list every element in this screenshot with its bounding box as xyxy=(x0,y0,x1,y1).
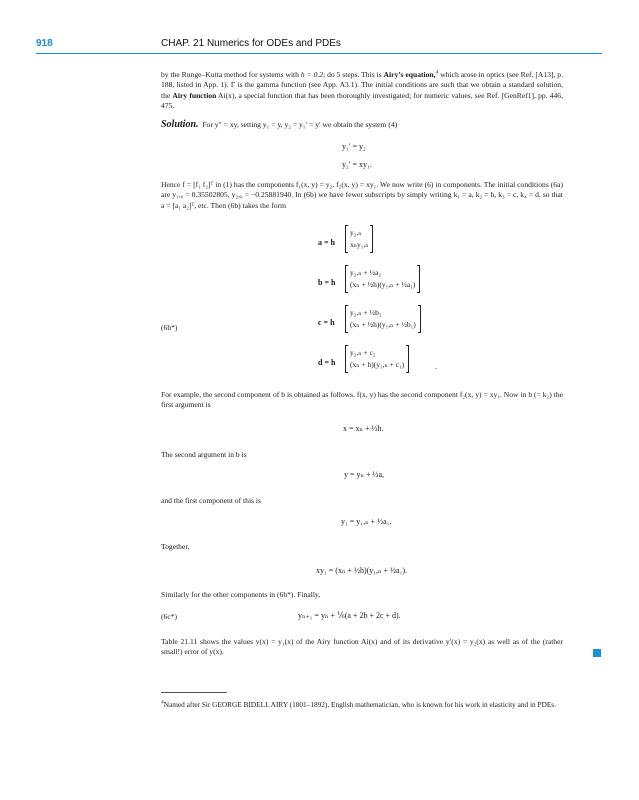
eq-label-6c: (6c*) xyxy=(161,612,178,621)
first-component-paragraph: and the first component of this is xyxy=(161,496,261,505)
system-eq-1: y₁′ = y₂ xyxy=(342,142,366,151)
vector-b-label: b = h xyxy=(318,278,336,287)
eq-x: x = xₙ + ½h. xyxy=(343,424,384,433)
vector-c: y₂,ₙ + ½b₂ (xₙ + ½h)(y₁,ₙ + ½b₁) xyxy=(345,306,421,332)
page-number: 918 xyxy=(36,38,53,49)
page-header xyxy=(36,38,602,52)
solution-line: Solution. For y″ = xy, setting y₁ = y, y₂ = y₁′ = y′ we obtain the system (4) xyxy=(161,119,398,130)
second-arg-paragraph: The second argument in b is xyxy=(161,450,247,459)
vector-a: y₂,ₙ xₙy₁,ₙ xyxy=(345,226,373,252)
footnote-mark: 4 xyxy=(161,699,164,706)
vector-d-label: d = h xyxy=(318,358,336,367)
eq-y: y = yₙ + ½a, xyxy=(344,470,385,479)
intro-paragraph: by the Runge–Kutta method for systems with h = 0.2; do 5 steps. This is Airy’s equation,$^4$ which arose in optics (see Ref. [A13], p. 188, listed in App. 1). Γ is the gamma function (see App. A3.1). The initial conditions are such that we obtain a standard solution, the Airy function Ai(x), a special function that has been thoroughly investigated; for numeric values, see Ref. [GenRef1], pp. 446, 475. xyxy=(161,69,563,110)
vector-d: y₂,ₙ + c₂ (xₙ + h)(y₁,ₙ + c₁) xyxy=(345,346,409,372)
end-of-proof-mark xyxy=(593,649,601,657)
together-paragraph: Together, xyxy=(161,542,190,551)
example-paragraph: For example, the second component of b is obtained as follows. f(x, y) has the second component f₂(x, y) = xy₁. Now in b (= k₂) the first argument is xyxy=(161,390,563,410)
similarly-paragraph: Similarly for the other components in (6b*). Finally, xyxy=(161,590,321,599)
chapter-title: CHAP. 21 Numerics for ODEs and PDEs xyxy=(161,38,341,49)
system-eq-2: y₂′ = xy₁. xyxy=(342,160,372,169)
eq-label-6b: (6b*) xyxy=(161,323,178,332)
eq-6c: yₙ₊₁ = yₙ + ⅙(a + 2b + 2c + d). xyxy=(298,611,401,620)
header-rule xyxy=(36,53,602,54)
eq-y1: y₁ = y₁,ₙ + ½a₁. xyxy=(341,517,392,526)
vector-d-period: . xyxy=(435,362,437,371)
vector-b: y₂,ₙ + ½a₂ (xₙ + ½h)(y₁,ₙ + ½a₁) xyxy=(345,266,420,292)
footnote: $^4$Named after Sir GEORGE BIDELL AIRY (1801–1892), English mathematician, who is known for his work in elasticity and in PDEs. xyxy=(161,699,556,709)
components-paragraph: Hence f = [f₁ f₂]ᵀ in (1) has the components f₁(x, y) = y₂, f₂(x, y) = xy₁. We now write (6) in components. The initial conditions (6a) are y₁,₀ = 0.35502805, y₂,₀ = −0.25881940. In (6b) we have fewer subscripts by simply writing k₁ = a, k₂ = b, k₃ = c, k₄ = d, so that a = [a₁ a₂]ᵀ, etc. Then (6b) takes the form xyxy=(161,180,563,210)
vector-a-label: a = h xyxy=(318,238,336,247)
footnote-ref: 4 xyxy=(435,69,439,76)
footnote-rule xyxy=(161,692,227,693)
solution-label: Solution. xyxy=(161,119,199,130)
table-paragraph: Table 21.11 shows the values y(x) = y₁(x) of the Airy function Ai(x) and of its derivative y′(x) = y₂(x) as well as of the (rather small!) error of y(x). xyxy=(161,637,563,657)
vector-c-label: c = h xyxy=(318,318,335,327)
eq-together: xy₁ = (xₙ + ½h)(y₁,ₙ + ½a₁). xyxy=(316,566,408,575)
